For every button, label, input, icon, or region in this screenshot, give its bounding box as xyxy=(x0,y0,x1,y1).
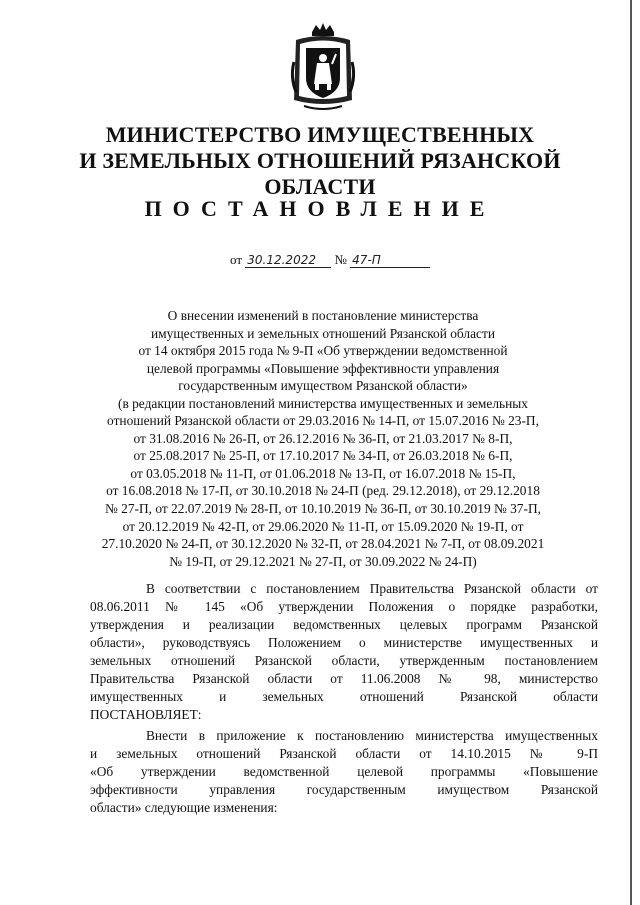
title-line: от 03.05.2018 № 11-П, от 01.06.2018 № 13-П, от 16.07.2018 № 15-П, xyxy=(130,465,516,481)
title-line: отношений Рязанской области от 29.03.2016 № 14-П, от 15.07.2016 № 23-П, xyxy=(107,413,539,429)
number-label: № xyxy=(334,252,347,267)
document-title-block xyxy=(88,307,558,570)
paragraph-line: В соответствии с постановлением Правительства Рязанской области от xyxy=(146,581,598,596)
paragraph-line: эффективности управления государственным имуществом Рязанской xyxy=(90,782,598,797)
paragraph-line: ПОСТАНОВЛЯЕТ: xyxy=(90,707,202,722)
title-line: (в редакции постановлений министерства имущественных и земельных xyxy=(117,395,528,411)
title-line: от 14 октября 2015 года № 9-П «Об утверждении ведомственной xyxy=(138,343,508,359)
scan-edge-line xyxy=(630,0,632,905)
title-line: от 16.08.2018 № 17-П, от 30.10.2018 № 24-П (ред. 29.12.2018), от 29.12.2018 xyxy=(106,483,540,499)
title-line: 27.10.2020 № 24-П, от 30.12.2020 № 32-П, от 28.04.2021 № 7-П, от 08.09.2021 xyxy=(101,536,545,552)
paragraph-legal-basis xyxy=(90,580,598,724)
title-line: О внесении изменений в постановление министерства xyxy=(167,308,479,323)
paragraph-line: и земельных отношений Рязанской области от 14.10.2015 № 9-П xyxy=(90,746,598,761)
title-line: имущественных и земельных отношений Рязанской области xyxy=(150,325,495,341)
title-line: № 19-П, от 29.12.2021 № 27-П, от 30.09.2022 № 24-П) xyxy=(169,553,477,569)
title-line: от 31.08.2016 № 26-П, от 26.12.2016 № 36-П, от 21.03.2017 № 8-П, xyxy=(133,430,513,446)
paragraph-line: области», руководствуясь Положением о министерстве имущественных и xyxy=(90,635,598,650)
ministry-name-line2: И ЗЕМЕЛЬНЫХ ОТНОШЕНИЙ РЯЗАНСКОЙ ОБЛАСТИ xyxy=(79,148,561,199)
date-number-line xyxy=(230,252,470,268)
paragraph-line: Правительства Рязанской области от 11.06.2008 № 98, министерство xyxy=(90,671,598,686)
coat-of-arms-icon xyxy=(286,22,360,114)
ministry-name-line1: МИНИСТЕРСТВО ИМУЩЕСТВЕННЫХ xyxy=(105,122,535,147)
handwritten-date: 30.12.2022 xyxy=(245,253,331,268)
paragraph-line: земельных отношений Рязанской области, утвержденным постановлением xyxy=(90,653,598,668)
document-type-heading: ПОСТАНОВЛЕНИЕ xyxy=(144,196,496,221)
paragraph-line: 08.06.2011 № 145 «Об утверждении Положения о порядке разработки, xyxy=(90,599,598,614)
paragraph-line: «Об утверждении ведомственной целевой программы «Повышение xyxy=(90,764,598,779)
date-from-label: от xyxy=(230,252,243,267)
title-line: государственным имуществом Рязанской области» xyxy=(178,378,468,394)
paragraph-line: утверждения и реализации ведомственных целевых программ Рязанской xyxy=(90,617,598,632)
paragraph-line: Внести в приложение к постановлению министерства имущественных xyxy=(146,728,598,743)
title-line: № 27-П, от 22.07.2019 № 28-П, от 10.10.2019 № 36-П, от 30.10.2019 № 37-П, xyxy=(105,501,541,517)
paragraph-line: области» следующие изменения: xyxy=(90,800,278,815)
handwritten-number: 47-П xyxy=(350,253,430,268)
paragraph-line: имущественных и земельных отношений Рязанской области xyxy=(90,689,598,704)
title-line: от 25.08.2017 № 25-П, от 17.10.2017 № 34-П, от 26.03.2018 № 6-П, xyxy=(133,448,513,464)
title-line: целевой программы «Повышение эффективности управления xyxy=(146,360,500,376)
paragraph-resolution xyxy=(90,727,598,817)
title-line: от 20.12.2019 № 42-П, от 29.06.2020 № 11-П, от 15.09.2020 № 19-П, от xyxy=(122,518,524,534)
